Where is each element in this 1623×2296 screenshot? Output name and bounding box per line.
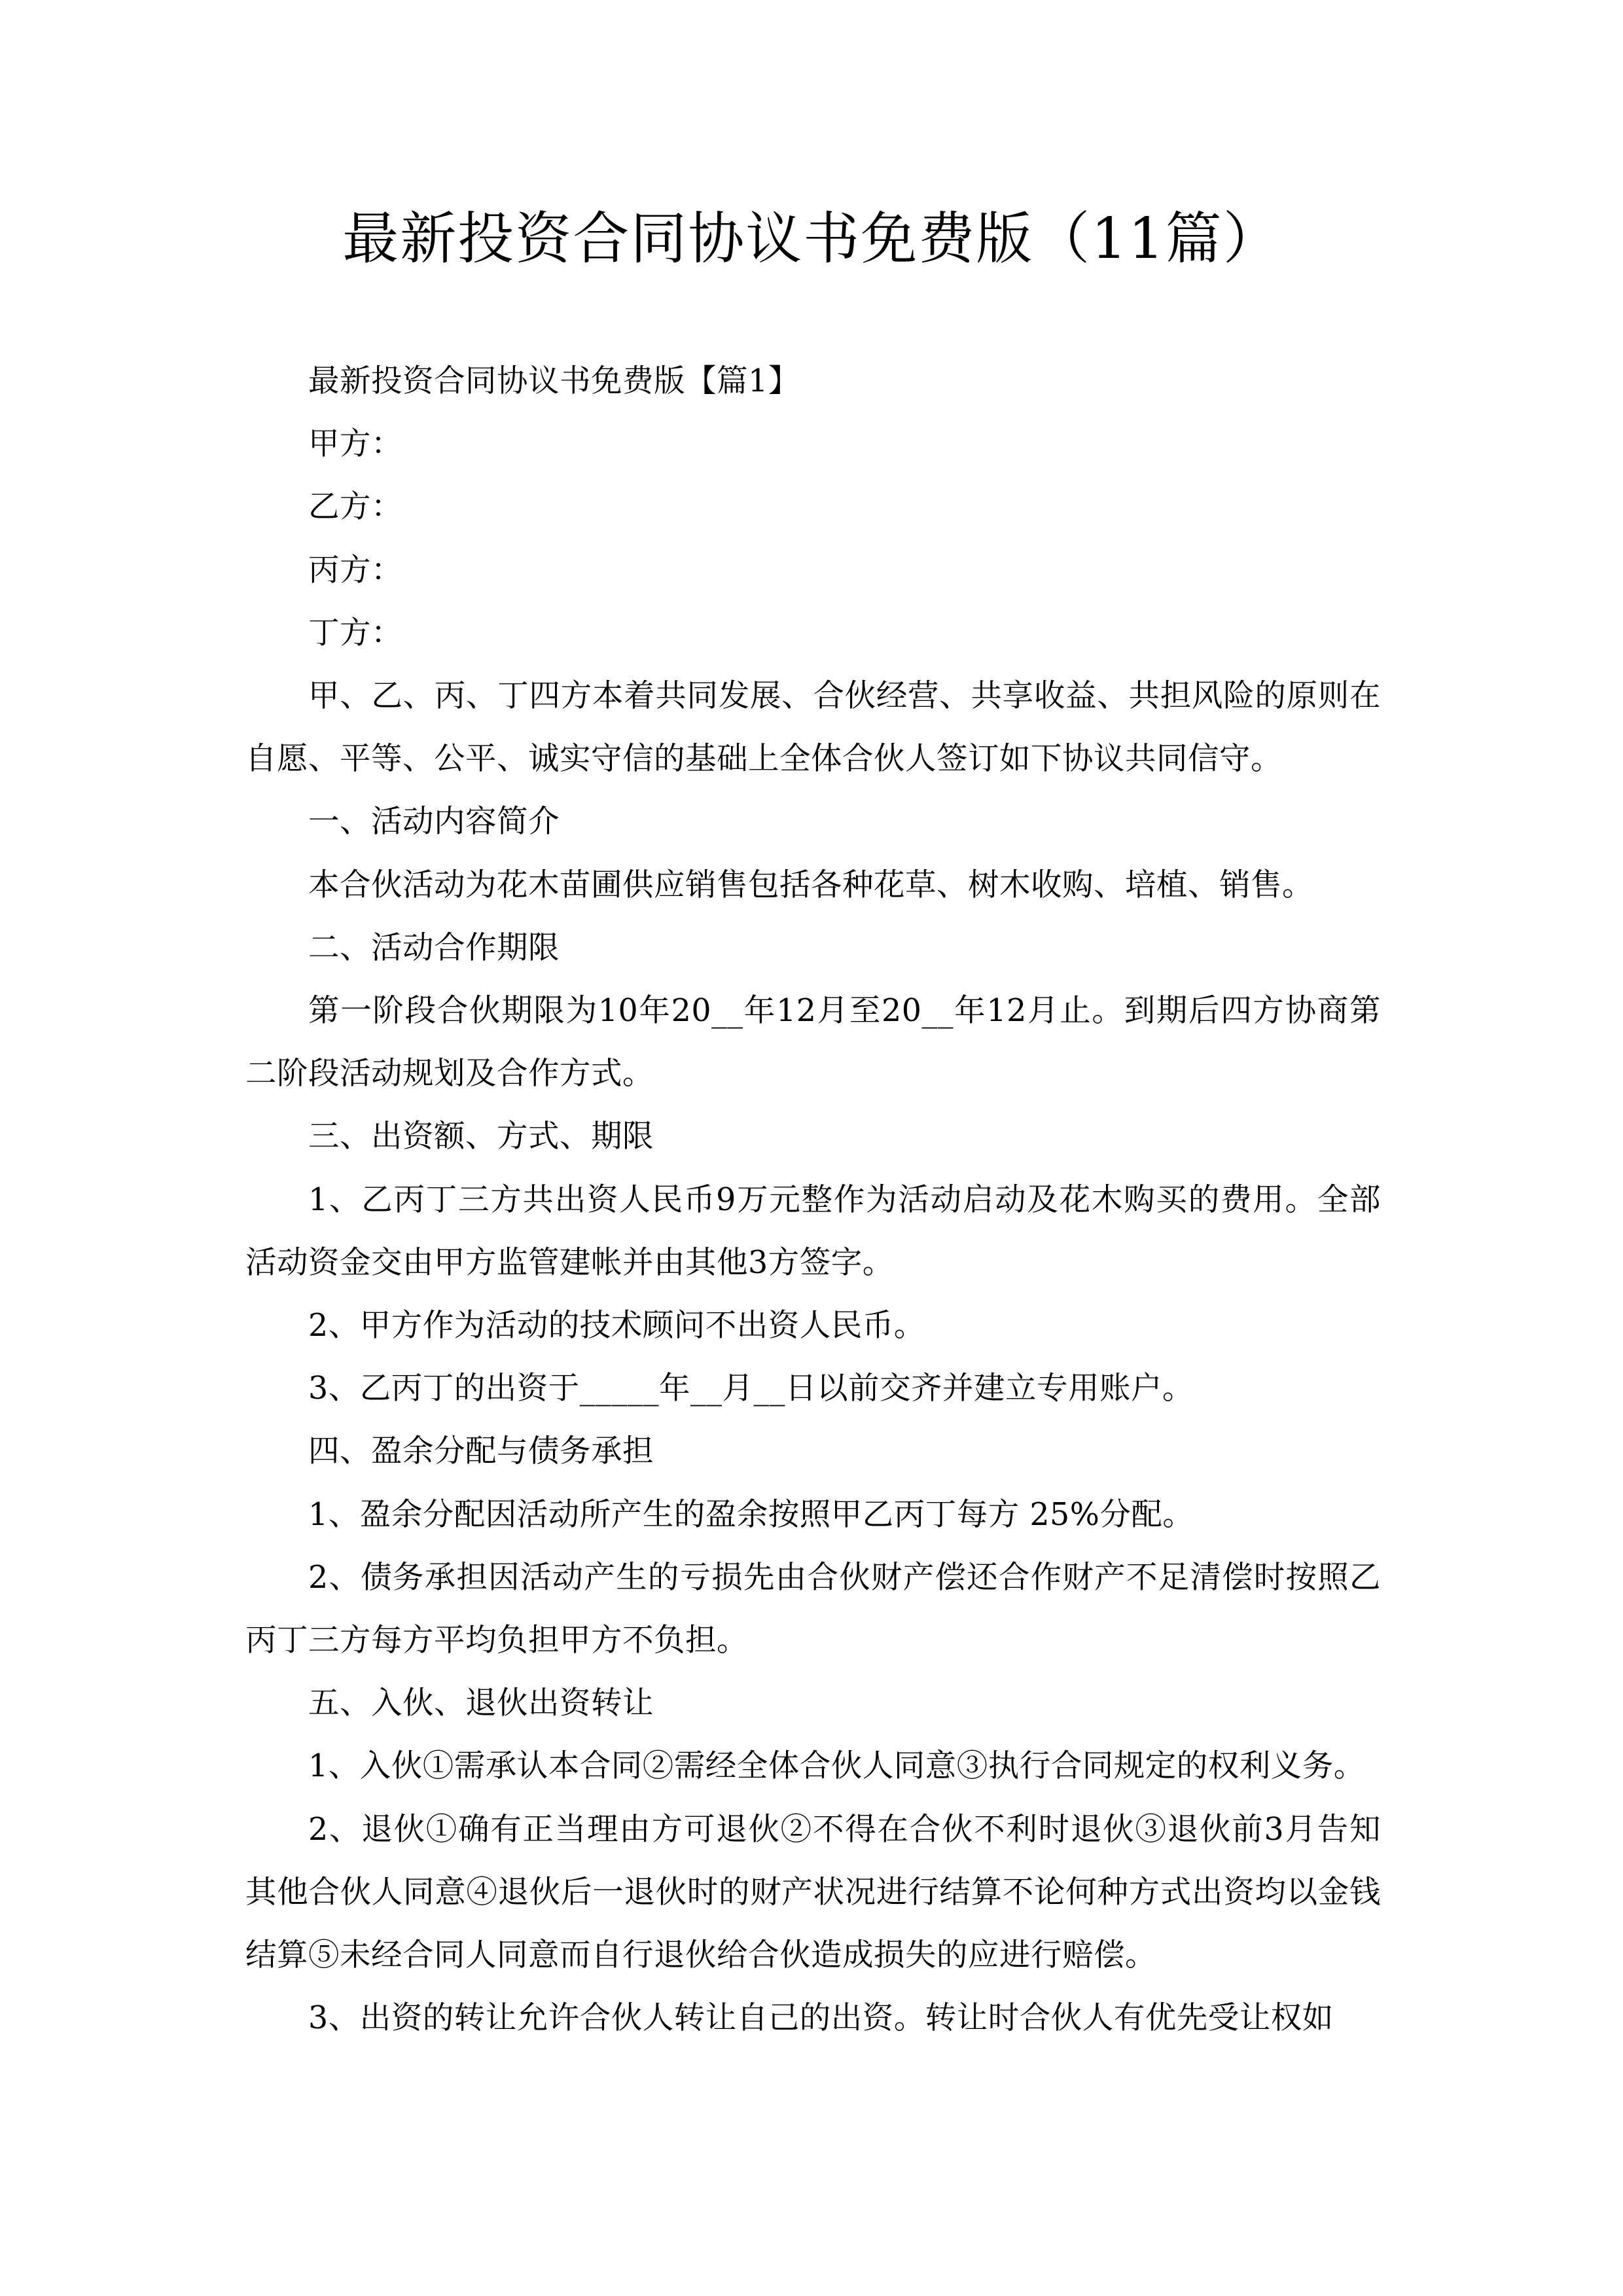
clause-heading-3: 三、出资额、方式、期限 bbox=[308, 1119, 654, 1155]
party-b-field: 乙方： bbox=[308, 489, 402, 526]
clause-item: 2、债务承担因活动产生的亏损先由合伙财产偿还合作财产不足清偿时按照乙丙丁三方每方平均负担甲方不负担。 bbox=[245, 1559, 1381, 1659]
clause-paragraph: 本合伙活动为花木苗圃供应销售包括各种花草、树木收购、培植、销售。 bbox=[308, 867, 1313, 903]
party-d-field: 丁方： bbox=[308, 615, 402, 651]
party-c-field: 丙方： bbox=[308, 552, 402, 588]
document-body bbox=[245, 350, 1381, 2050]
clause-item: 1、入伙①需承认本合同②需经全体合伙人同意③执行合同规定的权利义务。 bbox=[308, 1748, 1365, 1785]
clause-heading-1: 一、活动内容简介 bbox=[308, 804, 560, 840]
document-title: 最新投资合同协议书免费版（11篇） bbox=[342, 206, 1281, 272]
section-heading: 最新投资合同协议书免费版【篇1】 bbox=[308, 363, 800, 399]
clause-item: 1、盈余分配因活动所产生的盈余按照甲乙丙丁每方 25%分配。 bbox=[308, 1496, 1194, 1533]
preamble-paragraph: 甲、乙、丙、丁四方本着共同发展、合伙经营、共享收益、共担风险的原则在自愿、平等、公平、诚实守信的基础上全体合伙人签订如下协议共同信守。 bbox=[245, 678, 1381, 778]
clause-paragraph: 第一阶段合伙期限为10年20__年12月至20__年12月止。到期后四方协商第二阶段活动规划及合作方式。 bbox=[245, 993, 1381, 1092]
clause-item: 2、退伙①确有正当理由方可退伙②不得在合伙不利时退伙③退伙前3月告知其他合伙人同意④退伙后一退伙时的财产状况进行结算不论何种方式出资均以金钱结算⑤未经合同人同意而自行退伙给合伙造成损失的应进行赔偿。 bbox=[245, 1811, 1381, 1974]
clause-heading-2: 二、活动合作期限 bbox=[308, 929, 560, 966]
clause-heading-4: 四、盈余分配与债务承担 bbox=[308, 1433, 654, 1470]
party-a-field: 甲方： bbox=[308, 426, 402, 463]
clause-item: 1、乙丙丁三方共出资人民币9万元整作为活动启动及花木购买的费用。全部活动资金交由甲方监管建帐并由其他3方签字。 bbox=[245, 1181, 1381, 1281]
clause-item: 3、出资的转让允许合伙人转让自己的出资。转让时合伙人有优先受让权如 bbox=[308, 2000, 1334, 2037]
clause-item: 3、乙丙丁的出资于_____年__月__日以前交齐并建立专用账户。 bbox=[308, 1371, 1194, 1407]
clause-item: 2、甲方作为活动的技术顾问不出资人民币。 bbox=[308, 1308, 925, 1344]
clause-heading-5: 五、入伙、退伙出资转让 bbox=[308, 1685, 654, 1722]
